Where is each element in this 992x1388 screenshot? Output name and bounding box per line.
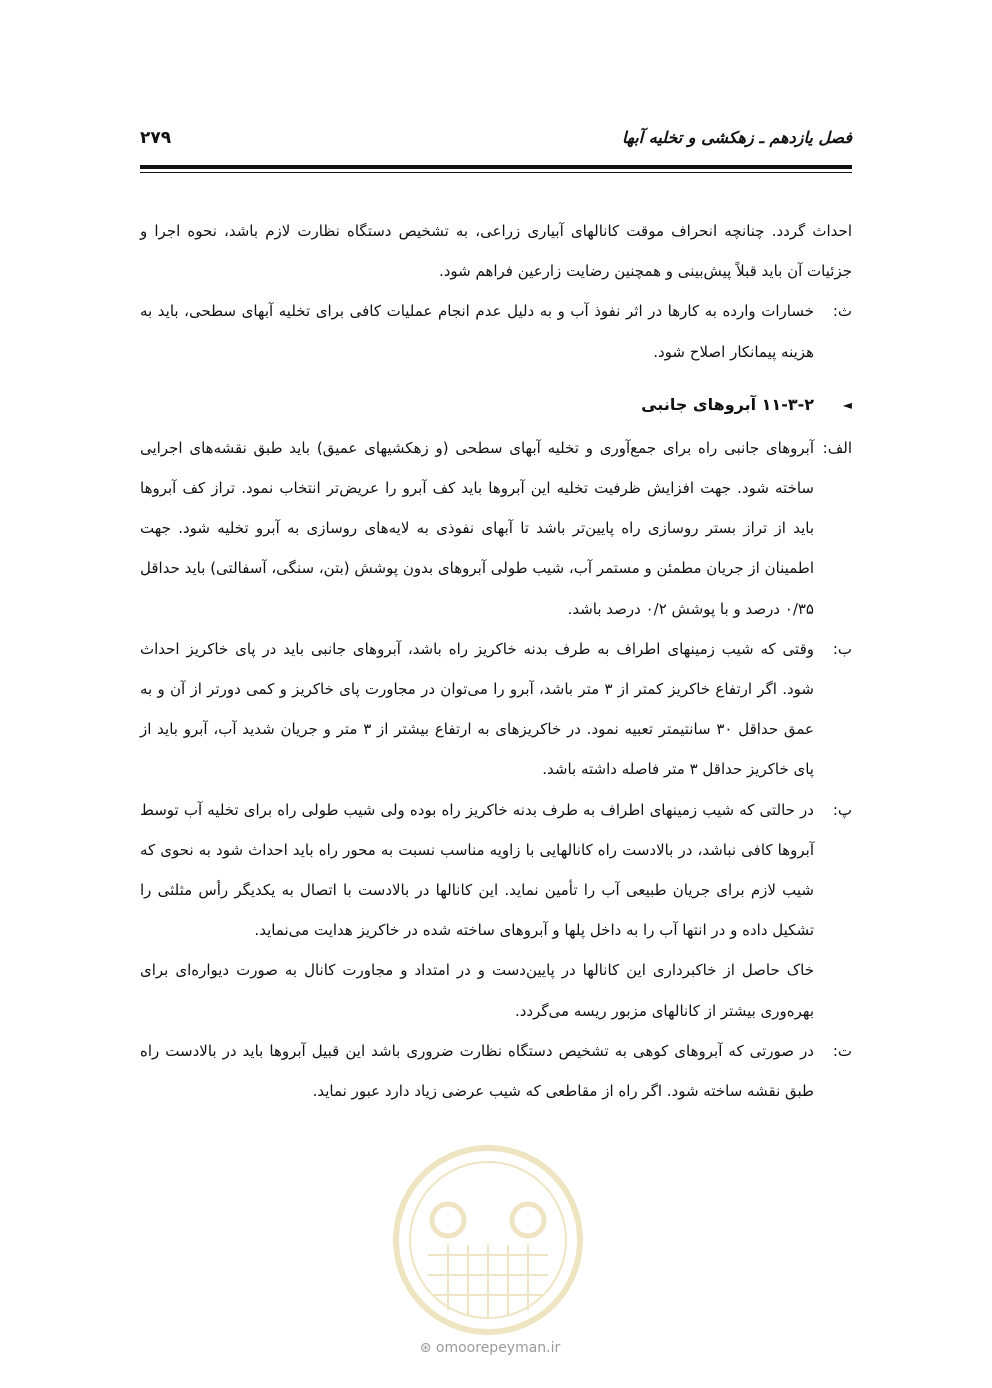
page-header [140,128,852,156]
list-item-label: ت: [832,1041,852,1060]
header-rule-thin [140,172,852,173]
list-item-label: ث: [832,302,852,321]
list-item-te [140,1031,852,1111]
watermark-logo-icon: ⊛ [419,1340,432,1356]
bullet-icon: ◄ [842,397,852,412]
section-title: ۱۱-۳-۲ آبروهای جانبی [641,394,814,414]
list-item-be [140,629,852,790]
list-item-text: وقتی که شیب زمینهای اطراف به طرف بدنه خاکریز راه باشد، آبروهای جانبی باید در پای خاکریز احداث شود. اگر ارتفاع خاکریز کمتر از ۳ متر باشد، آبرو را می‌توان در مجاورت پای خاکریز و کمی دورتر از آن و به عمق حداقل ۳۰ سانتیمتر تعبیه نمود. در خاکریزهای به ارتفاع بیشتر از ۳ متر و جریان شدید آب، آبرو باید از پای خاکریز حداقل ۳ متر فاصله داشته باشد. [140,639,815,779]
note-paragraph: خاک حاصل از خاکبرداری این کانالها در پایین‌دست و در امتداد و مجاورت کانال به صورت دیواره‌ای برای بهره‌وری بیشتر از کانالهای مزبور ریسه می‌گردد. [140,961,814,1020]
list-item-text: در حالتی که شیب زمینهای اطراف به طرف بدنه خاکریز راه بوده ولی شیب طولی راه برای تخلیه آب توسط آبروها کافی نباشد، در بالادست راه کانالهایی با زاویه مناسب نسبت به محور راه باید احداث شود به نحوی که شیب لازم برای جریان طبیعی آب را تأمین نماید. این کانالها در بالادست با اتصال به یکدیگر رأس مثلثی را تشکیل داده و در انتها آب را به داخل پلها و آبروهای ساخته شده در خاکریز هدایت می‌نماید. [140,800,814,940]
header-rule-thick [140,165,852,169]
page-body [140,211,852,1111]
watermark-url [380,1340,600,1356]
page-number: ۲۷۹ [140,128,172,148]
list-item-label: ب: [832,639,852,658]
list-item-se [140,291,852,371]
list-item-alef [140,428,852,629]
list-item-text: آبروهای جانبی راه برای جمع‌آوری و تخلیه آبهای سطحی (و زهکشیهای عمیق) باید طبق نقشه‌های اجرایی ساخته شود. جهت افزایش ظرفیت تخلیه این آبروها باید کف آبرو را عریض‌تر انتخاب نمود. تراز کف آبروها باید از تراز بستر روسازی راه پایین‌تر باشد تا آبهای نفوذی به لایه‌های روسازی به آبرو تخلیه شود. جهت اطمینان از جریان مطمئن و مستمر آب، شیب طولی آبروهای بدون پوشش (بتن، سنگی، آسفالتی) باید حداقل ۰/۳۵ درصد و با پوشش ۰/۲ درصد باشد. [140,438,814,618]
chapter-title: فصل یازدهم ـ زهکشی و تخلیه آبها [622,128,852,147]
section-heading [140,382,852,428]
watermark-url-text: omoorepeyman.ir [435,1340,561,1356]
intro-paragraph: احداث گردد. چنانچه انحراف موقت کانالهای آبیاری زراعی، به تشخیص دستگاه نظارت لازم باشد، نحوه اجرا و جزئیات آن باید قبلاً پیش‌بینی و همچنین رضایت زارعین فراهم شود. [140,222,852,281]
list-item-label: پ: [832,800,852,819]
list-item-pe [140,790,852,951]
watermark-seal-icon [388,1140,588,1340]
list-item-text: در صورتی که آبروهای کوهی به تشخیص دستگاه نظارت ضروری باشد این قبیل آبروها باید در بالادست راه طبق نقشه ساخته شود. اگر راه از مقاطعی که شیب عرضی زیاد دارد عبور نماید. [140,1041,814,1101]
list-item-label: الف: [822,438,852,457]
spacer [140,372,852,382]
list-item-text: خسارات وارده به کارها در اثر نفوذ آب و به دلیل عدم انجام عملیات کافی برای تخلیه آبهای سطحی، باید به هزینه پیمانکار اصلاح شود. [140,302,814,361]
